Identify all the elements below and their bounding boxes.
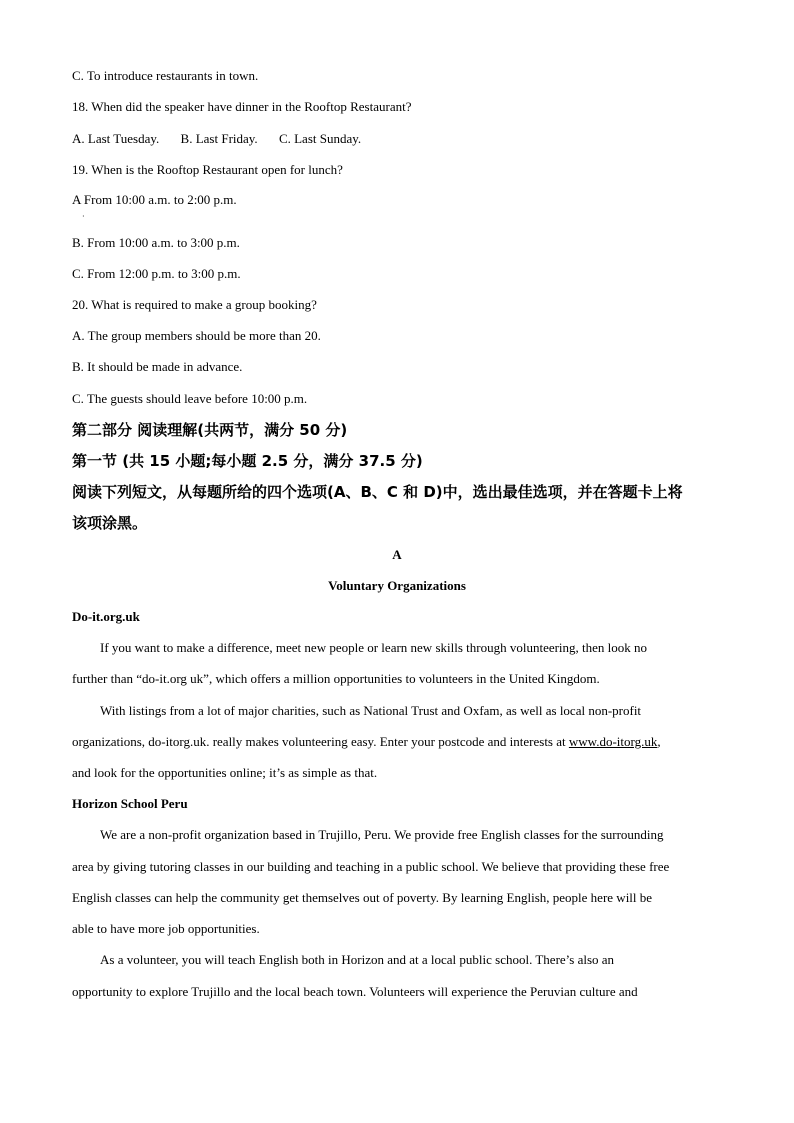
horizon-p1-line2: area by giving tutoring classes in our building and teaching in a public school. We believe that providing these free — [72, 859, 670, 874]
q20-option-b: B. It should be made in advance. — [72, 359, 243, 374]
doit-p2-line2-text: organizations, do-itorg.uk. really makes volunteering easy. Enter your postcode and interests at — [72, 734, 569, 749]
doit-p1-line2: further than “do-it.org uk”, which offers a million opportunities to volunteers in the United Kingdom. — [72, 671, 600, 686]
q19-option-a: A From 10:00 a.m. to 2:00 p.m. — [72, 192, 237, 207]
horizon-heading: Horizon School Peru — [72, 796, 188, 811]
stray-dot-mark: · — [82, 212, 85, 221]
section1-heading: 第一节 (共 15 小题;每小题 2.5 分，满分 37.5 分) — [72, 452, 423, 470]
q18-option-c: C. Last Sunday. — [278, 131, 362, 146]
q18-option-b: B. Last Friday. — [180, 131, 258, 146]
part2-heading: 第二部分 阅读理解(共两节，满分 50 分) — [72, 421, 348, 439]
q19-question: 19. When is the Rooftop Restaurant open for lunch? — [72, 162, 343, 177]
q19-option-c: C. From 12:00 p.m. to 3:00 p.m. — [72, 266, 241, 281]
q19-option-b: B. From 10:00 a.m. to 3:00 p.m. — [72, 235, 240, 250]
doit-website-link[interactable]: www.do-itorg.uk — [568, 734, 658, 749]
doit-heading: Do-it.org.uk — [72, 609, 140, 624]
q18-option-a: A. Last Tuesday. — [72, 131, 160, 146]
horizon-p1-line1: We are a non-profit organization based in Trujillo, Peru. We provide free English classes for the surrounding — [100, 827, 664, 842]
doit-p1-line1: If you want to make a difference, meet new people or learn new skills through volunteering, then look no — [100, 640, 648, 655]
q18-question: 18. When did the speaker have dinner in the Rooftop Restaurant? — [72, 99, 412, 114]
instruction-line-1: 阅读下列短文，从每题所给的四个选项(A、B、C 和 D)中，选出最佳选项，并在答题卡上将 — [72, 483, 683, 501]
horizon-p2-line1: As a volunteer, you will teach English both in Horizon and at a local public school. There’s also an — [100, 952, 615, 967]
q20-option-c: C. The guests should leave before 10:00 p.m. — [72, 391, 308, 406]
passage-title: Voluntary Organizations — [328, 578, 466, 593]
horizon-p2-line2: opportunity to explore Trujillo and the local beach town. Volunteers will experience the Peruvian culture and — [72, 984, 638, 999]
doit-p2-line3: and look for the opportunities online; it’s as simple as that. — [72, 765, 378, 780]
doit-p2-line1: With listings from a lot of major charities, such as National Trust and Oxfam, as well as local non-profit — [100, 703, 642, 718]
doit-p2-line2-comma: , — [657, 734, 661, 749]
horizon-p1-line4: able to have more job opportunities. — [72, 921, 260, 936]
doit-p2-line2 — [72, 734, 722, 750]
q20-question: 20. What is required to make a group booking? — [72, 297, 317, 312]
instruction-line-2: 该项涂黑。 — [72, 514, 148, 532]
q17-option-c: C. To introduce restaurants in town. — [72, 68, 259, 83]
horizon-p1-line3: English classes can help the community get themselves out of poverty. By learning English, people here will be — [72, 890, 653, 905]
passage-letter: A — [392, 547, 402, 562]
q20-option-a: A. The group members should be more than 20. — [72, 328, 321, 343]
q18-options — [72, 131, 379, 147]
